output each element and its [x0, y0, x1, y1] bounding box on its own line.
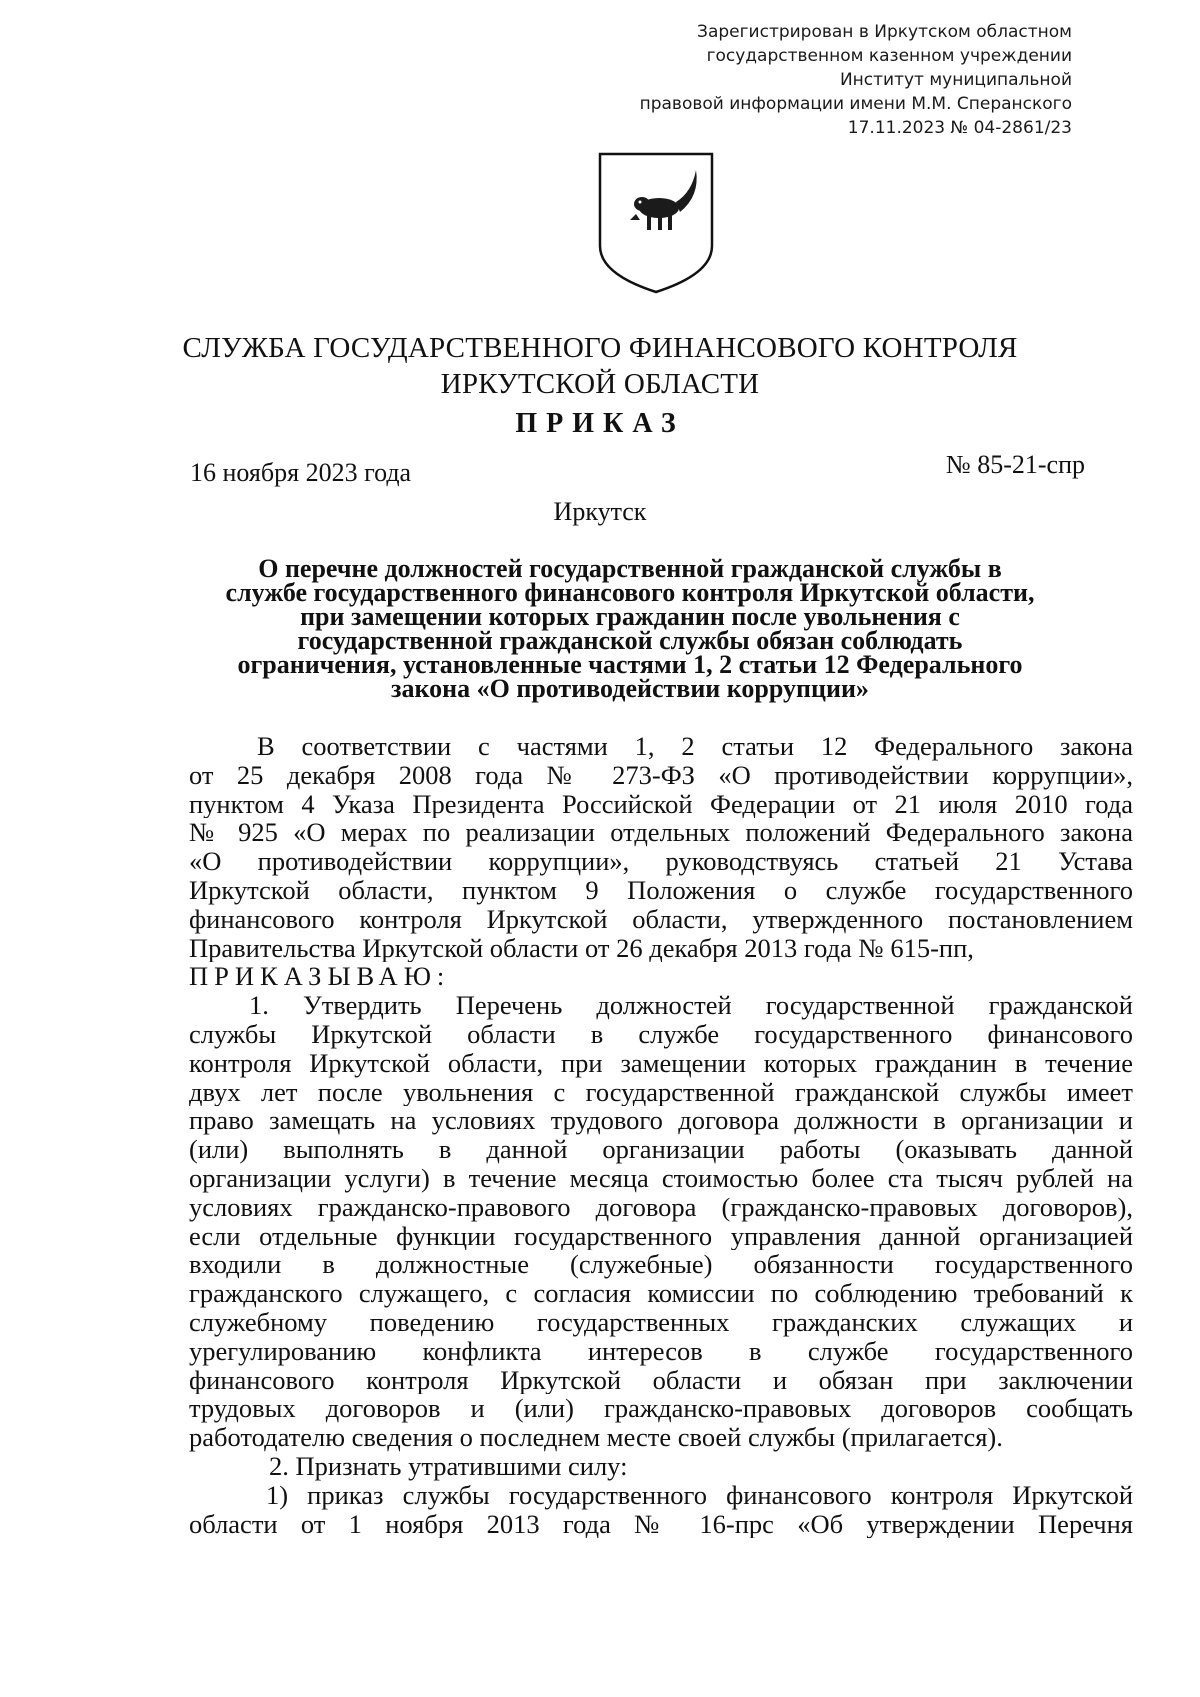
body-line: 1) приказ службы государственного финансового контроля Иркутской	[266, 1480, 1133, 1510]
body-line: условиях гражданско-правового договора (гражданско-правовых договоров),	[189, 1192, 1133, 1222]
body-line: «О противодействии коррупции», руководствуясь статьей 21 Устава	[189, 847, 1133, 876]
registration-line: Зарегистрирован в Иркутском областном	[697, 22, 1072, 42]
body-line: № 925 «О мерах по реализации отдельных положений Федерального закона	[189, 818, 1133, 848]
body-line: (или) выполнять в данной организации работы (оказывать данной	[189, 1135, 1133, 1164]
body-line: 1. Утвердить Перечень должностей государственной гражданской	[249, 991, 1133, 1020]
body-line: области от 1 ноября 2013 года № 16-прс «Об утверждении Перечня	[189, 1509, 1133, 1539]
body-line: от 25 декабря 2008 года № 273-ФЗ «О противодействии коррупции»,	[189, 760, 1133, 790]
registration-stamp	[552, 20, 1072, 140]
body-line: гражданского служащего, с согласия комиссии по соблюдению требований к	[189, 1279, 1133, 1308]
body-line: урегулированию конфликта интересов в службе государственного	[189, 1336, 1133, 1366]
title-line: государственной гражданской службы обязан соблюдать	[297, 626, 963, 655]
body-line: В соответствии с частями 1, 2 статьи 12 Федерального закона	[257, 732, 1133, 761]
document-title	[190, 554, 1070, 703]
body-line: Иркутской области, пунктом 9 Положения о службе государственного	[189, 875, 1133, 905]
body-line: двух лет после увольнения с государственной гражданской службы имеет	[189, 1077, 1133, 1107]
order-date: 16 ноября 2023 года	[190, 458, 412, 487]
title-line: закона «О противодействии коррупции»	[391, 674, 869, 703]
body-line: финансового контроля Иркутской области, утвержденного постановлением	[189, 904, 1133, 934]
registration-line: Институт муниципальной	[839, 70, 1072, 90]
document-body	[189, 732, 1133, 1538]
title-line: службе государственного финансового контроля Иркутской области,	[225, 578, 1035, 607]
body-line: пунктом 4 Указа Президента Российской Федерации от 21 июля 2010 года	[189, 789, 1133, 819]
body-line: контроля Иркутской области, при замещении которых гражданин в течение	[189, 1048, 1133, 1078]
body-line: служебному поведению государственных гражданских служащих и	[189, 1307, 1133, 1337]
document-type: ПРИКАЗ	[515, 408, 685, 439]
order-directive: ПРИКАЗЫВАЮ:	[189, 962, 451, 992]
order-number: № 85-21-спр	[945, 450, 1085, 479]
body-line: финансового контроля Иркутской области и обязан при заключении	[189, 1365, 1133, 1395]
order-city: Иркутск	[553, 497, 647, 526]
title-line: ограничения, установленные частями 1, 2 статьи 12 Федерального	[237, 650, 1023, 679]
agency-name-line2: ИРКУТСКОЙ ОБЛАСТИ	[440, 368, 760, 400]
registration-line: государственном казенном учреждении	[706, 46, 1072, 66]
agency-name-line1: СЛУЖБА ГОСУДАРСТВЕННОГО ФИНАНСОВОГО КОНТРОЛЯ	[182, 332, 1018, 364]
registration-line: 17.11.2023 № 04-2861/23	[847, 118, 1072, 138]
title-line: О перечне должностей государственной гражданской службы в	[258, 554, 1002, 583]
agency-name	[150, 330, 1050, 402]
body-line: если отдельные функции государственного управления данной организацией	[189, 1221, 1133, 1251]
title-line: при замещении которых гражданин после увольнения с	[300, 602, 960, 631]
body-line: право замещать на условиях трудового договора должности в организации и	[189, 1106, 1133, 1136]
body-line: Правительства Иркутской области от 26 декабря 2013 года № 615-пп,	[189, 933, 974, 963]
body-line: трудовых договоров и (или) гражданско-правовых договоров сообщать	[189, 1394, 1133, 1424]
irkutsk-coat-of-arms-icon	[596, 150, 716, 295]
body-line: 2. Признать утратившими силу:	[269, 1451, 628, 1481]
body-line: организации услуги) в течение месяца стоимостью более ста тысяч рублей на	[189, 1163, 1133, 1193]
registration-line: правовой информации имени М.М. Сперанского	[639, 94, 1072, 114]
body-line: службы Иркутской области в службе государственного финансового	[189, 1019, 1133, 1049]
body-line: входили в должностные (служебные) обязанности государственного	[189, 1250, 1133, 1280]
body-line: работодателю сведения о последнем месте своей службы (прилагается).	[189, 1423, 1003, 1452]
